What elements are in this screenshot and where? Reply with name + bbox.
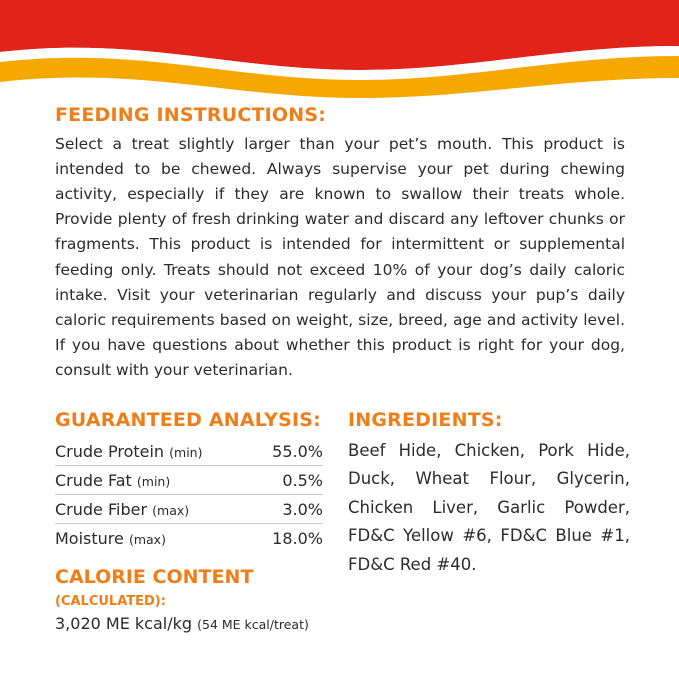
- calorie-content-value: 3,020 ME kcal/kg: [55, 614, 193, 634]
- guaranteed-analysis-heading: GUARANTEED ANALYSIS:: [55, 409, 321, 432]
- nutrient-value: 0.5%: [254, 466, 323, 495]
- calorie-content-per-treat: (54 ME kcal/treat): [197, 617, 309, 633]
- table-row: [55, 437, 323, 466]
- feeding-instructions-body: Select a treat slightly larger than your pet’s mouth. This product is intended to be chewed. Always supervise your pet during chewing activity, especially if they are known to swallow their treats whole. Provide plenty of fresh drinking water and discard any leftover chunks or fragments. This product is intended for intermittent or supplemental feeding only. Treats should not exceed 10% of your dog’s daily caloric intake. Visit your veterinarian regularly and discuss your pup’s daily caloric requirements based on weight, size, breed, age and activity level. If you have questions about whether this product is right for your dog, consult with your veterinarian.: [55, 135, 625, 379]
- nutrient-basis: (min): [169, 445, 203, 461]
- lower-columns: [55, 409, 630, 633]
- banner-swoosh-graphic: [0, 0, 679, 100]
- nutrient-value: 18.0%: [272, 529, 323, 549]
- nutrient-label: Moisture: [55, 529, 124, 549]
- label-content: [55, 104, 630, 633]
- nutrient-value: 3.0%: [254, 495, 323, 524]
- calorie-content-calculated: (CALCULATED):: [55, 594, 166, 610]
- table-row: [55, 466, 323, 495]
- guaranteed-analysis-table: [55, 437, 323, 552]
- nutrient-name-cell: [55, 466, 254, 495]
- ingredients-column: [348, 409, 630, 633]
- ingredients-heading: INGREDIENTS:: [348, 409, 503, 432]
- calorie-content-title: CALORIE CONTENT: [55, 566, 254, 589]
- nutrient-label: Crude Fiber: [55, 500, 148, 520]
- table-row: [55, 495, 323, 524]
- calorie-content-heading: [55, 566, 327, 610]
- nutrient-label: Crude Fat: [55, 471, 132, 491]
- nutrient-name-cell: [55, 437, 254, 466]
- nutrient-basis: (min): [136, 474, 171, 490]
- feeding-instructions-heading: FEEDING INSTRUCTIONS:: [55, 104, 327, 126]
- calorie-content-value-row: [55, 614, 327, 633]
- nutrient-basis: (max): [128, 532, 166, 548]
- guaranteed-analysis-column: [55, 409, 327, 633]
- nutrient-value: 55.0%: [254, 437, 323, 466]
- nutrient-basis: (max): [152, 503, 190, 519]
- nutrient-label: Crude Protein: [55, 442, 165, 462]
- nutrient-name-cell: [55, 524, 254, 553]
- decorative-banner: [0, 0, 679, 100]
- ingredients-body: Beef Hide, Chicken, Pork Hide, Duck, Wheat Flour, Glycerin, Chicken Liver, Garlic Powder, FD&C Yellow #6, FD&C Blue #1, FD&C Red #40.: [348, 441, 630, 574]
- table-row: [55, 524, 323, 553]
- nutrient-name-cell: [55, 495, 254, 524]
